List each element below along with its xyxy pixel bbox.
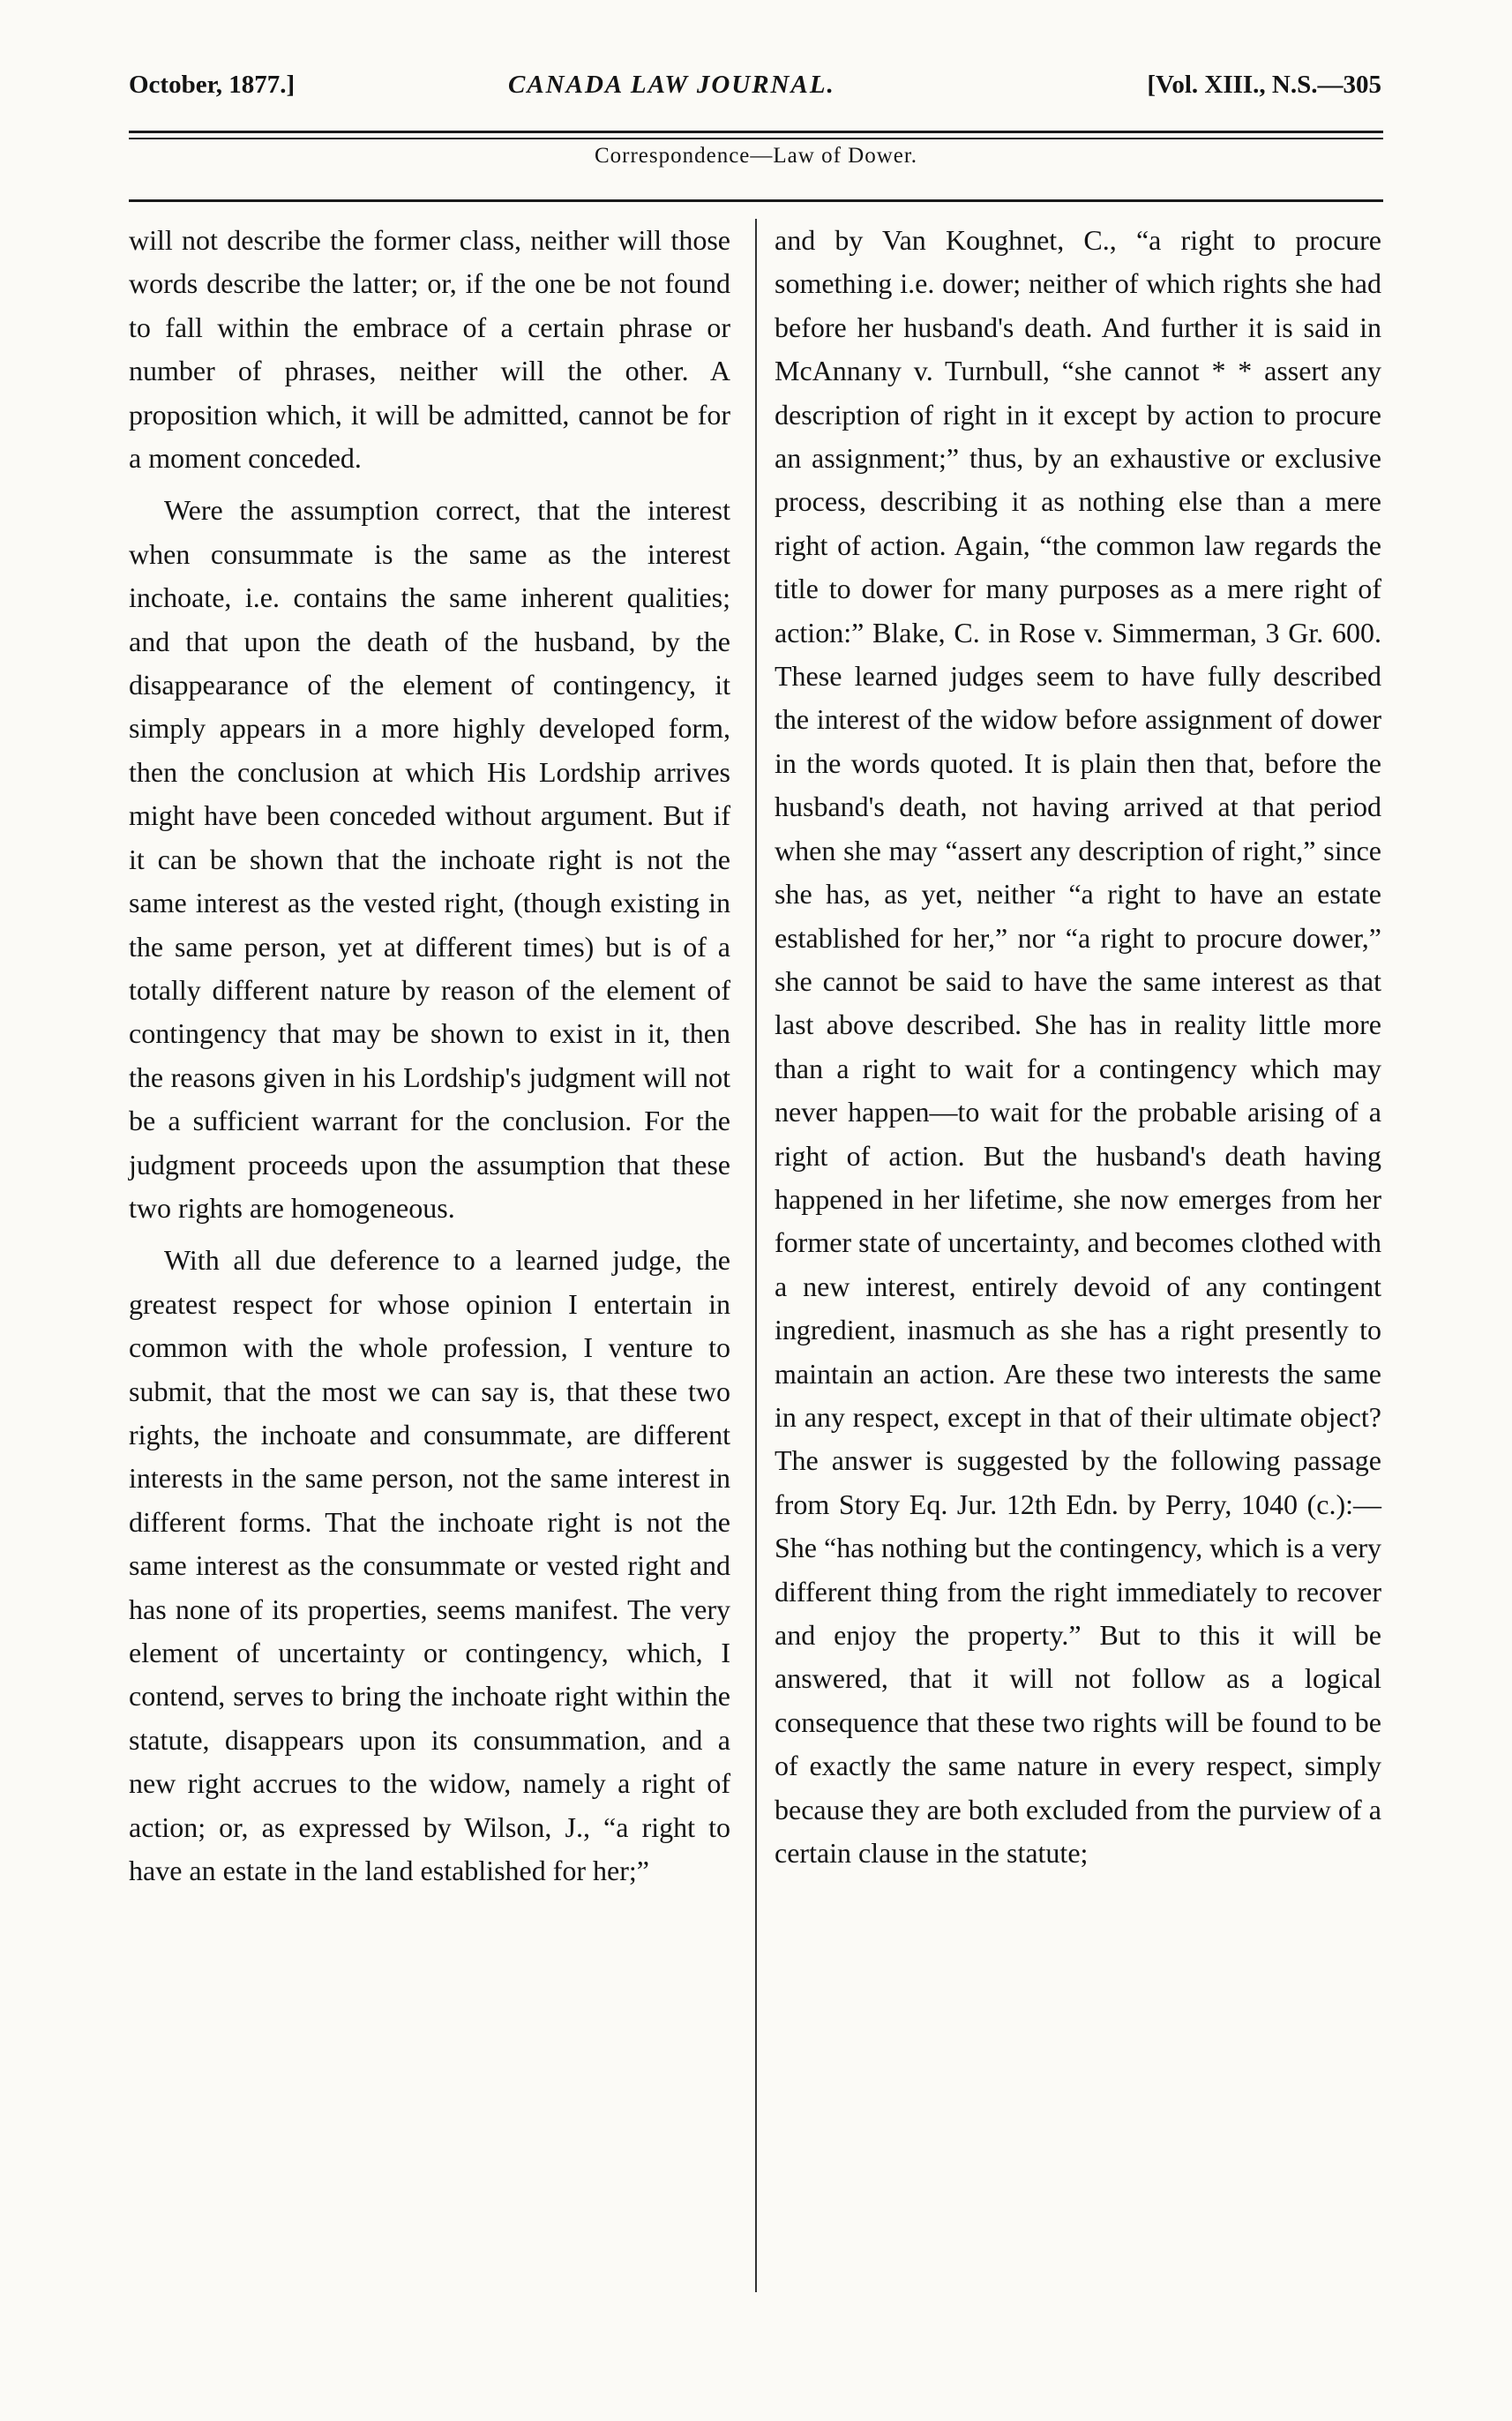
- right-paragraph-1: and by Van Koughnet, C., “a right to procure something i.e. dower; neither of which rights she had before her husband's death. And further it is said in McAnnany v. Turnbull, “she cannot * * assert any description of right in it except by action to procure an assignment;” thus, by an exhaustive or exclusive process, describing it as nothing else than a mere right of action. Again, “the common law regards the title to dower for many purposes as a mere right of action:” Blake, C. in Rose v. Simmerman, 3 Gr. 600. These learned judges seem to have fully described the interest of the widow before assignment of dower in the words quoted. It is plain then that, before the husband's death, not having arrived at that period when she may “assert any description of right,” since she has, as yet, neither “a right to have an estate established for her,” nor “a right to procure dower,” she cannot be said to have the same interest as that last above described. She has in reality little more than a right to wait for a contingency which may never happen—to wait for the probable arising of a right of action. But the husband's death having happened in her lifetime, she now emerges from her former state of uncertainty, and becomes clothed with a new interest, entirely devoid of any contingent ingredient, inasmuch as she has a right presently to maintain an action. Are these two interests the same in any respect, except in that of their ultimate object? The answer is suggested by the following passage from Story Eq. Jur. 12th Edn. by Perry, 1040 (c.):—She “has nothing but the contingency, which is a very different thing from the right immediately to recover and enjoy the property.” But to this it will be answered, that it will not follow as a logical consequence that these two rights will be found to be of exactly the same nature in every respect, simply because they are both excluded from the purview of a certain clause in the statute;: [775, 224, 1381, 1870]
- section-rule: [129, 199, 1383, 202]
- right-column: [775, 219, 1381, 1875]
- left-column: [129, 219, 730, 1893]
- header-journal-title: CANADA LAW JOURNAL.: [508, 71, 835, 99]
- left-paragraph-2: Were the assumption correct, that the interest when consummate is the same as the interest inchoate, i.e. contains the same inherent qualities; and that upon the death of the husband, by the disappearance of the element of contingency, it simply appears in a more highly developed form, then the conclusion at which His Lordship arrives might have been conceded without argument. But if it can be shown that the inchoate right is not the same interest as the vested right, (though existing in the same person, yet at different times) but is of a totally different nature by reason of the element of contingency that may be shown to exist in it, then the reasons given in his Lordship's judgment will not be a sufficient warrant for the conclusion. For the judgment proceeds upon the assumption that these two rights are homogeneous.: [129, 494, 730, 1224]
- header-rule-second: [129, 138, 1383, 139]
- left-paragraph-1: will not describe the former class, neither will those words describe the latter; or, if the one be not found to fall within the embrace of a certain phrase or number of phrases, neither will the other. A proposition which, it will be admitted, cannot be for a moment conceded.: [129, 224, 730, 475]
- section-title: Correspondence—Law of Dower.: [594, 144, 918, 168]
- running-header: [129, 64, 1381, 109]
- header-volume-page: [Vol. XIII., N.S.—305: [1147, 71, 1381, 99]
- left-paragraph-3: With all due deference to a learned judge, the greatest respect for whose opinion I entertain in common with the whole profession, I venture to submit, that the most we can say is, that these two rights, the inchoate and consummate, are different interests in the same person, not the same interest in different forms. That the inchoate right is not the same interest as the consummate or vested right and has none of its properties, seems manifest. The very element of uncertainty or contingency, which, I contend, serves to bring the inchoate right within the statute, disappears upon its consummation, and a new right accrues to the widow, namely a right of action; or, as expressed by Wilson, J., “a right to have an estate in the land established for her;”: [129, 1244, 730, 1887]
- header-rule-top: [129, 131, 1383, 133]
- header-date: October, 1877.]: [129, 71, 296, 99]
- column-divider: [755, 219, 757, 2292]
